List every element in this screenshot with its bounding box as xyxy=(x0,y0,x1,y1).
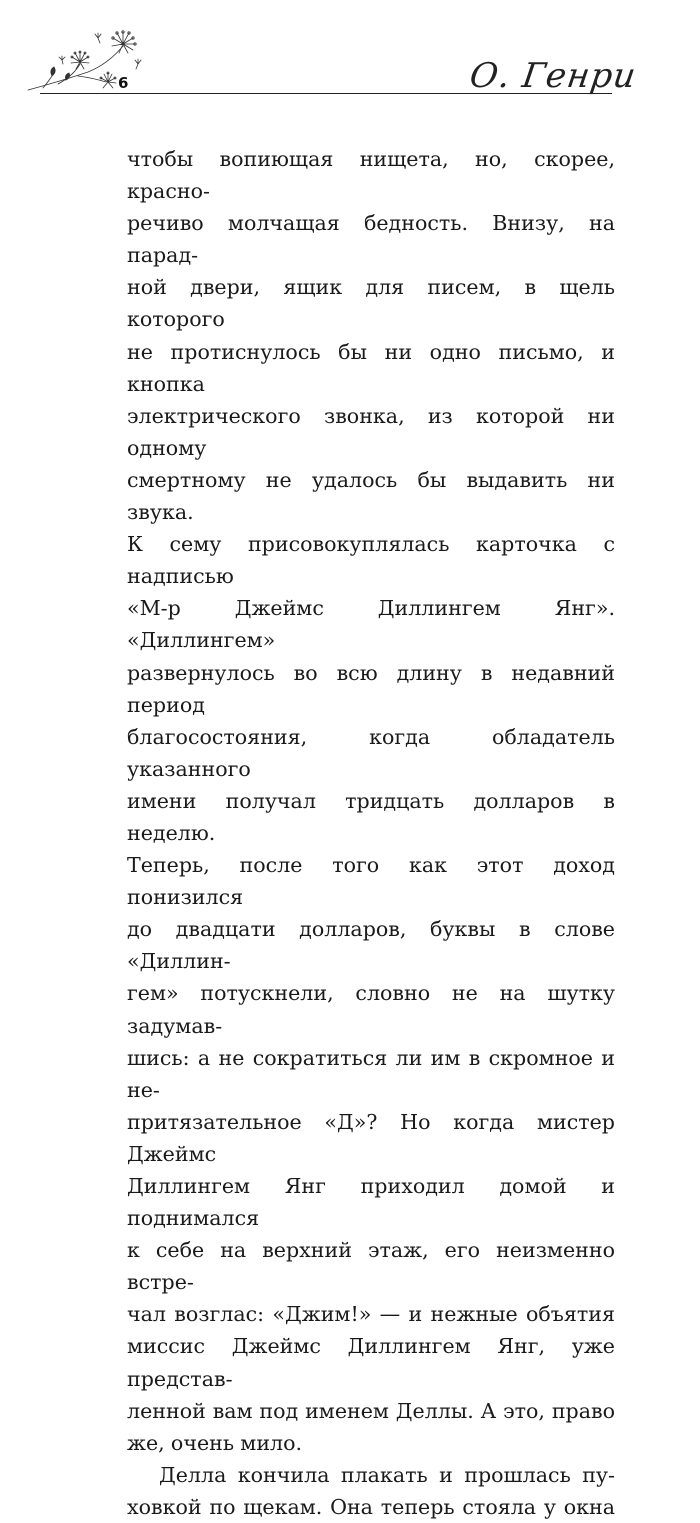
text-line: же, очень мило. xyxy=(127,1430,303,1455)
text-line: смертному не удалось бы выдавить ни звука. xyxy=(127,467,615,525)
text-line: Диллингем Янг приходил домой и поднимался xyxy=(127,1174,615,1231)
text-line: чтобы вопиющая нищета, но, скорее, красно- xyxy=(127,147,615,204)
text-line: чал возглас: «Джим!» — и нежные объятия xyxy=(127,1302,615,1327)
author-signature: О. Генри xyxy=(467,56,639,96)
text-line: имени получал тридцать долларов в неделю. xyxy=(127,788,615,845)
text-line: притязательное «Д»? Но когда мистер Джеймс xyxy=(127,1109,615,1166)
page-header xyxy=(0,0,700,110)
text-line: развернулось во всю длину в недавний период xyxy=(127,660,615,717)
text-line: благосостояния, когда обладатель указанного xyxy=(127,724,615,781)
paragraph-2 xyxy=(127,1459,615,1523)
body-text xyxy=(127,143,615,1523)
dandelion-ornament-icon xyxy=(18,24,148,104)
text-line: Делла кончила плакать и прошлась пу- xyxy=(159,1462,615,1487)
text-line: Теперь, после того как этот доход понизился xyxy=(127,853,615,910)
text-line: миссис Джеймс Диллингем Янг, уже представ- xyxy=(127,1334,615,1391)
text-line: не протиснулось бы ни одно письмо, и кнопка xyxy=(127,339,615,396)
page-number: 6 xyxy=(118,74,129,92)
text-line: шись: а не сократиться ли им в скромное и не- xyxy=(127,1045,615,1102)
text-line: речиво молчащая бедность. Внизу, на парад- xyxy=(127,211,615,268)
text-line: «М-р Джеймс Диллингем Янг». «Диллингем» xyxy=(127,596,615,653)
text-line: электрического звонка, из которой ни одному xyxy=(127,403,615,460)
paragraph-1 xyxy=(127,143,615,1459)
text-line: К сему присовокуплялась карточка с надписью xyxy=(127,532,615,589)
text-line: ховкой по щекам. Она теперь стояла у окна xyxy=(127,1494,615,1519)
text-line: ленной вам под именем Деллы. А это, право xyxy=(127,1398,615,1423)
text-line: ной двери, ящик для писем, в щель которого xyxy=(127,275,615,332)
text-line: к себе на верхний этаж, его неизменно встре- xyxy=(127,1238,615,1295)
text-line: гем» потускнели, словно не на шутку задумав- xyxy=(127,981,615,1038)
text-line: до двадцати долларов, буквы в слове «Диллин- xyxy=(127,917,615,974)
